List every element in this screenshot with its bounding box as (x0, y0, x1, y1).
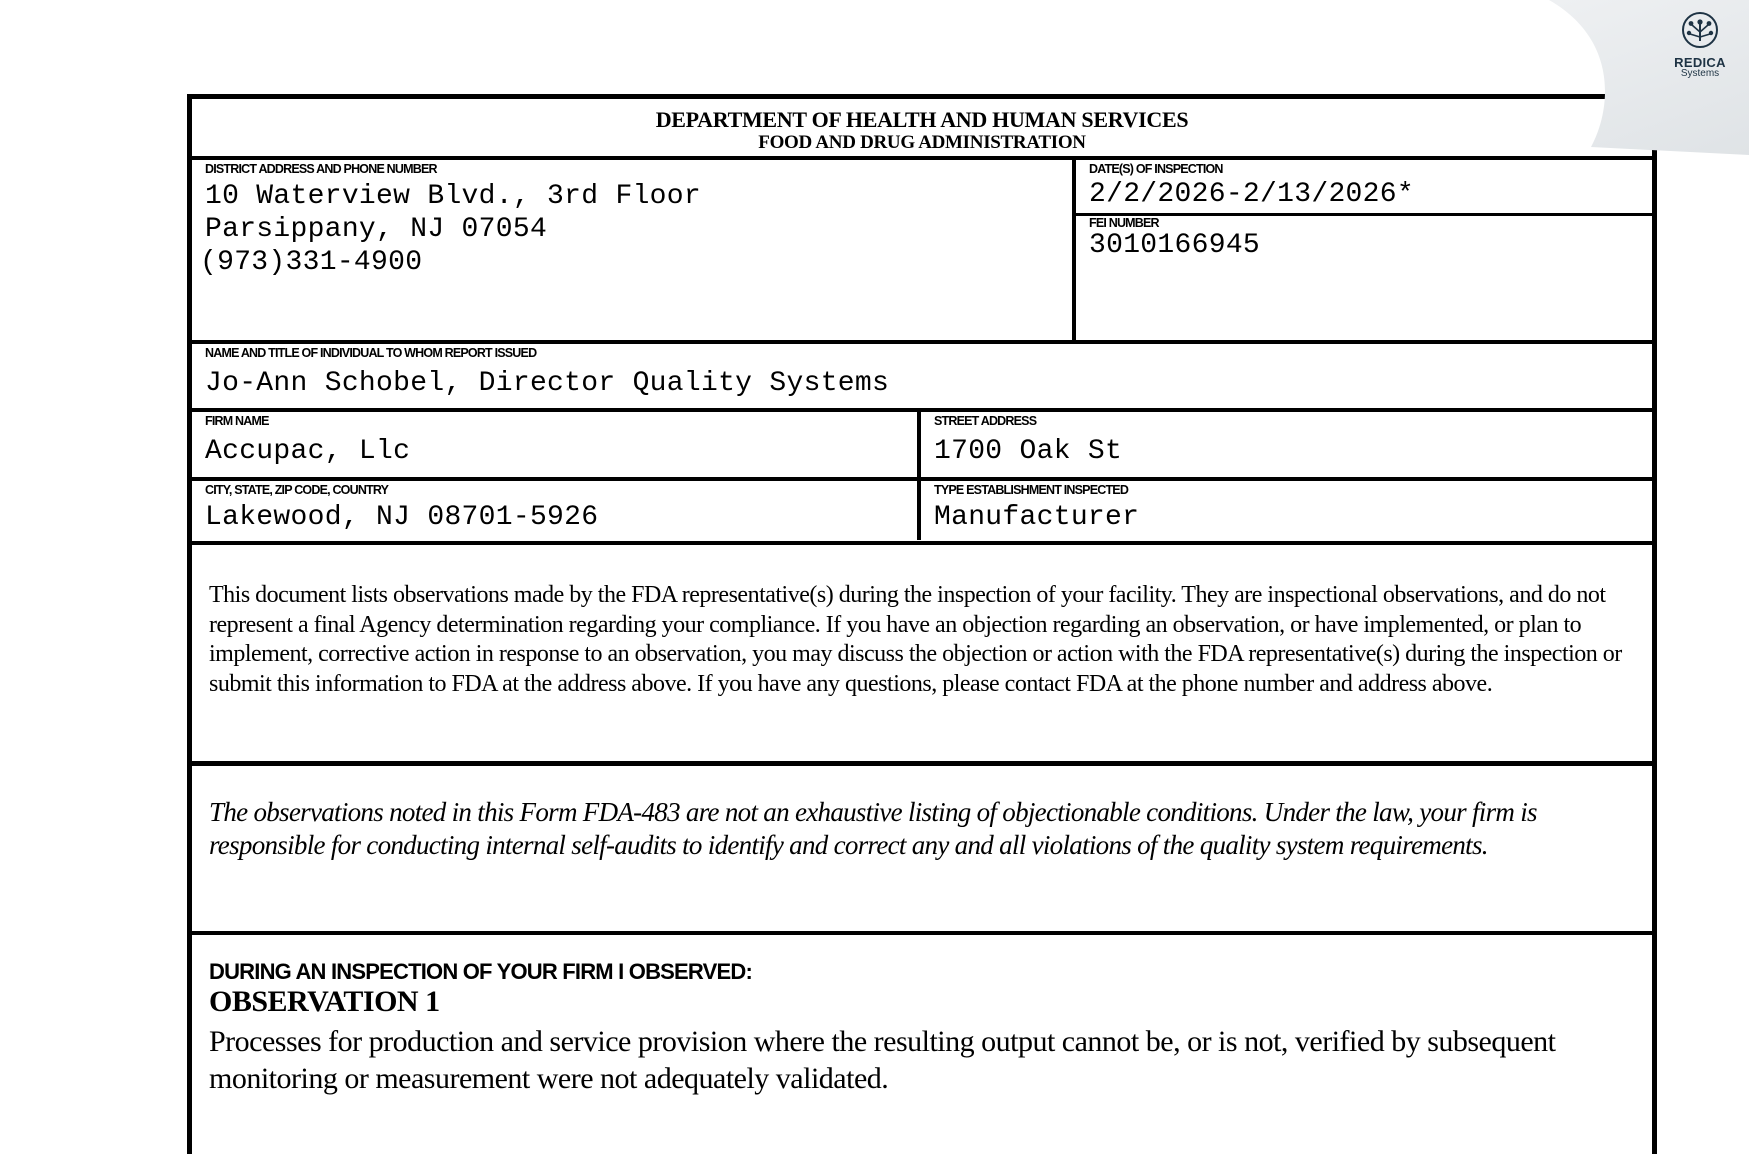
observation-title: OBSERVATION 1 (209, 985, 440, 1018)
recipient-value: Jo-Ann Schobel, Director Quality Systems (205, 368, 890, 399)
establishment-type-value: Manufacturer (934, 502, 1140, 533)
district-label: DISTRICT ADDRESS AND PHONE NUMBER (205, 162, 437, 176)
district-address-line2: Parsippany, NJ 07054 (205, 214, 548, 245)
inspection-dates-cell (1076, 160, 1652, 212)
redica-logo (1669, 10, 1731, 79)
city-cell (192, 481, 912, 541)
observation-text: Processes for production and service provision where the resulting output cannot be, or is not, verified by subsequent monitoring or measurement were not adequately validated. (209, 1025, 1556, 1095)
firm-name-cell (192, 412, 912, 476)
divider (192, 931, 1652, 935)
street-address-cell (921, 412, 1651, 476)
fei-label: FEI NUMBER (1089, 216, 1159, 230)
divider (192, 541, 1652, 545)
divider (192, 761, 1652, 766)
street-address-value: 1700 Oak St (934, 436, 1123, 467)
city-value: Lakewood, NJ 08701-5926 (205, 502, 599, 533)
district-cell (192, 160, 1062, 338)
logo-subtitle: Systems (1680, 68, 1720, 79)
department-title: DEPARTMENT OF HEALTH AND HUMAN SERVICES (655, 107, 1189, 132)
notice-paragraph: This document lists observations made by the FDA representative(s) during the inspection of your facility. They are inspectional observations, and do not represent a final Agency determination regarding your compliance. If you have an objection regarding an observation, or have implemented, or plan to implement, corrective action in response to an observation, you may discuss the objection or action with the FDA representative(s) during the inspection or submit this information to FDA at the address above. If you have any questions, please contact FDA at the phone number and address above. (209, 582, 1622, 697)
firm-name-value: Accupac, Llc (205, 436, 411, 467)
disclaimer-paragraph: The observations noted in this Form FDA-483 are not an exhaustive listing of objectionable conditions. Under the law, your firm is responsible for conducting internal self-audits to identify and correct any and all violations of the quality system requirements. (209, 797, 1537, 860)
observations-intro: DURING AN INSPECTION OF YOUR FIRM I OBSERVED: (209, 959, 752, 984)
network-tree-icon (1680, 10, 1720, 50)
recipient-label: NAME AND TITLE OF INDIVIDUAL TO WHOM REPORT ISSUED (205, 346, 537, 360)
inspection-dates-value: 2/2/2026-2/13/2026* (1089, 179, 1414, 210)
fei-cell (1076, 216, 1652, 336)
establishment-type-cell (921, 481, 1651, 541)
fei-value: 3010166945 (1089, 230, 1261, 261)
firm-name-label: FIRM NAME (205, 414, 269, 428)
establishment-type-label: TYPE ESTABLISHMENT INSPECTED (934, 483, 1129, 497)
city-label: CITY, STATE, ZIP CODE, COUNTRY (205, 483, 389, 497)
fda-483-form (187, 94, 1657, 1154)
logo-name: REDICA (1674, 55, 1726, 70)
district-phone: (973)331-4900 (200, 247, 423, 278)
inspection-dates-label: DATE(S) OF INSPECTION (1089, 162, 1223, 176)
agency-title: FOOD AND DRUG ADMINISTRATION (758, 132, 1086, 153)
street-address-label: STREET ADDRESS (934, 414, 1037, 428)
form-header (192, 99, 1652, 160)
recipient-cell (192, 344, 1652, 406)
district-address-line1: 10 Waterview Blvd., 3rd Floor (205, 181, 701, 212)
